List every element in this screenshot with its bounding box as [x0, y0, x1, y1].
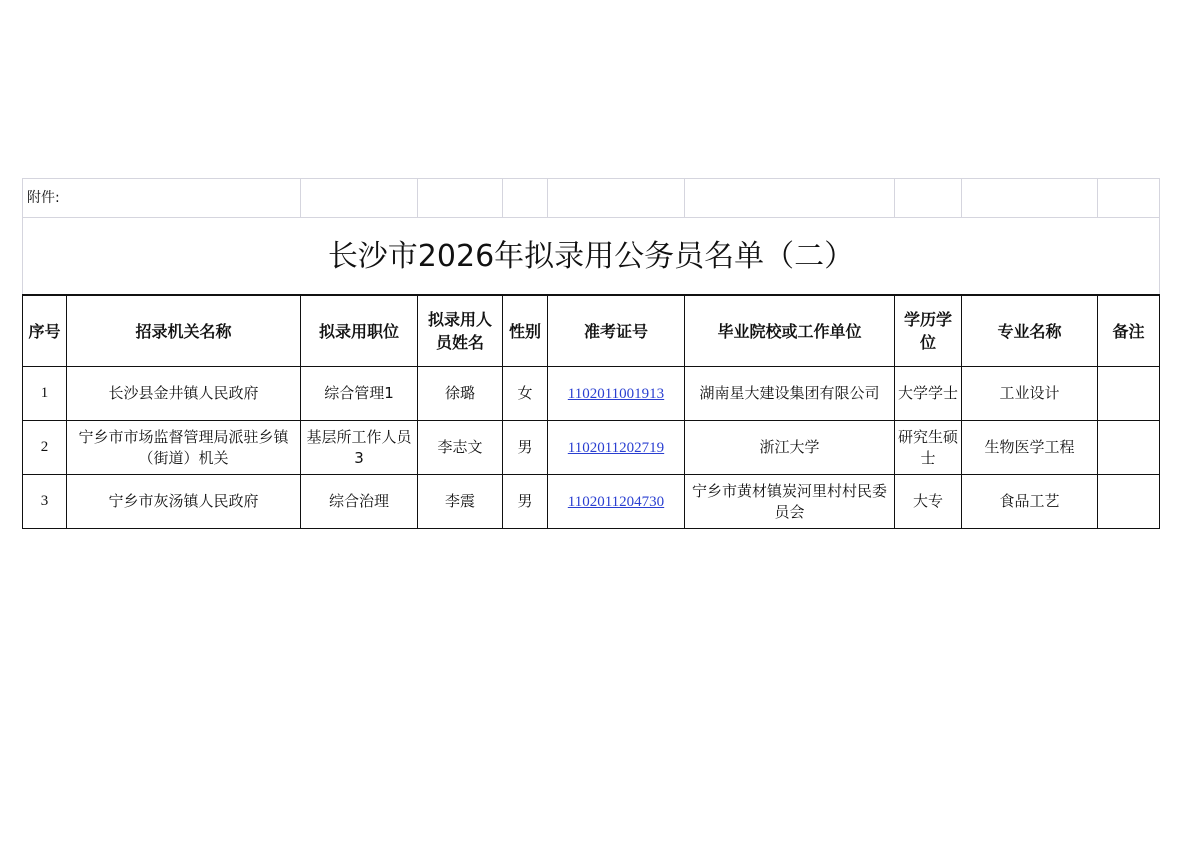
exam-id-link[interactable]: 1102011202719 [567, 439, 665, 456]
table-row [23, 475, 1160, 529]
cell-name: 李志文 [418, 421, 503, 475]
header-school: 毕业院校或工作单位 [685, 295, 895, 367]
exam-id-link[interactable]: 1102011204730 [567, 493, 665, 510]
attachment-row [23, 179, 1160, 218]
empty-cell [962, 179, 1098, 218]
cell-major: 食品工艺 [962, 475, 1098, 529]
cell-major: 工业设计 [962, 367, 1098, 421]
cell-name: 李震 [418, 475, 503, 529]
cell-degree: 大专 [895, 475, 962, 529]
cell-position: 综合治理 [301, 475, 418, 529]
title-row [23, 218, 1160, 296]
empty-cell [895, 179, 962, 218]
exam-id-link[interactable]: 1102011001913 [567, 385, 665, 402]
cell-remark [1098, 367, 1160, 421]
cell-exam-id [548, 421, 685, 475]
cell-agency: 宁乡市灰汤镇人民政府 [67, 475, 301, 529]
empty-cell [301, 179, 418, 218]
document-title: 长沙市2026年拟录用公务员名单（二） [23, 218, 1160, 296]
cell-exam-id [548, 367, 685, 421]
cell-name: 徐璐 [418, 367, 503, 421]
empty-cell [418, 179, 503, 218]
header-name: 拟录用人员姓名 [418, 295, 503, 367]
header-position: 拟录用职位 [301, 295, 418, 367]
empty-cell [503, 179, 548, 218]
empty-cell [1098, 179, 1160, 218]
header-gender: 性别 [503, 295, 548, 367]
cell-gender: 男 [503, 475, 548, 529]
cell-seq: 2 [23, 421, 67, 475]
header-seq: 序号 [23, 295, 67, 367]
header-degree: 学历学位 [895, 295, 962, 367]
cell-agency: 宁乡市市场监督管理局派驻乡镇（街道）机关 [67, 421, 301, 475]
header-row [23, 295, 1160, 367]
candidate-table [22, 178, 1160, 529]
cell-position: 基层所工作人员3 [301, 421, 418, 475]
cell-position: 综合管理1 [301, 367, 418, 421]
cell-gender: 女 [503, 367, 548, 421]
cell-seq: 3 [23, 475, 67, 529]
cell-school: 宁乡市黄材镇炭河里村村民委员会 [685, 475, 895, 529]
cell-degree: 研究生硕士 [895, 421, 962, 475]
cell-school: 浙江大学 [685, 421, 895, 475]
table-row [23, 367, 1160, 421]
cell-agency: 长沙县金井镇人民政府 [67, 367, 301, 421]
header-agency: 招录机关名称 [67, 295, 301, 367]
table-row [23, 421, 1160, 475]
cell-gender: 男 [503, 421, 548, 475]
attachment-label: 附件: [23, 179, 301, 218]
cell-seq: 1 [23, 367, 67, 421]
cell-exam-id [548, 475, 685, 529]
cell-remark [1098, 421, 1160, 475]
header-exam-id: 准考证号 [548, 295, 685, 367]
header-major: 专业名称 [962, 295, 1098, 367]
header-remark: 备注 [1098, 295, 1160, 367]
cell-degree: 大学学士 [895, 367, 962, 421]
cell-remark [1098, 475, 1160, 529]
empty-cell [685, 179, 895, 218]
cell-school: 湖南星大建设集团有限公司 [685, 367, 895, 421]
cell-major: 生物医学工程 [962, 421, 1098, 475]
empty-cell [548, 179, 685, 218]
